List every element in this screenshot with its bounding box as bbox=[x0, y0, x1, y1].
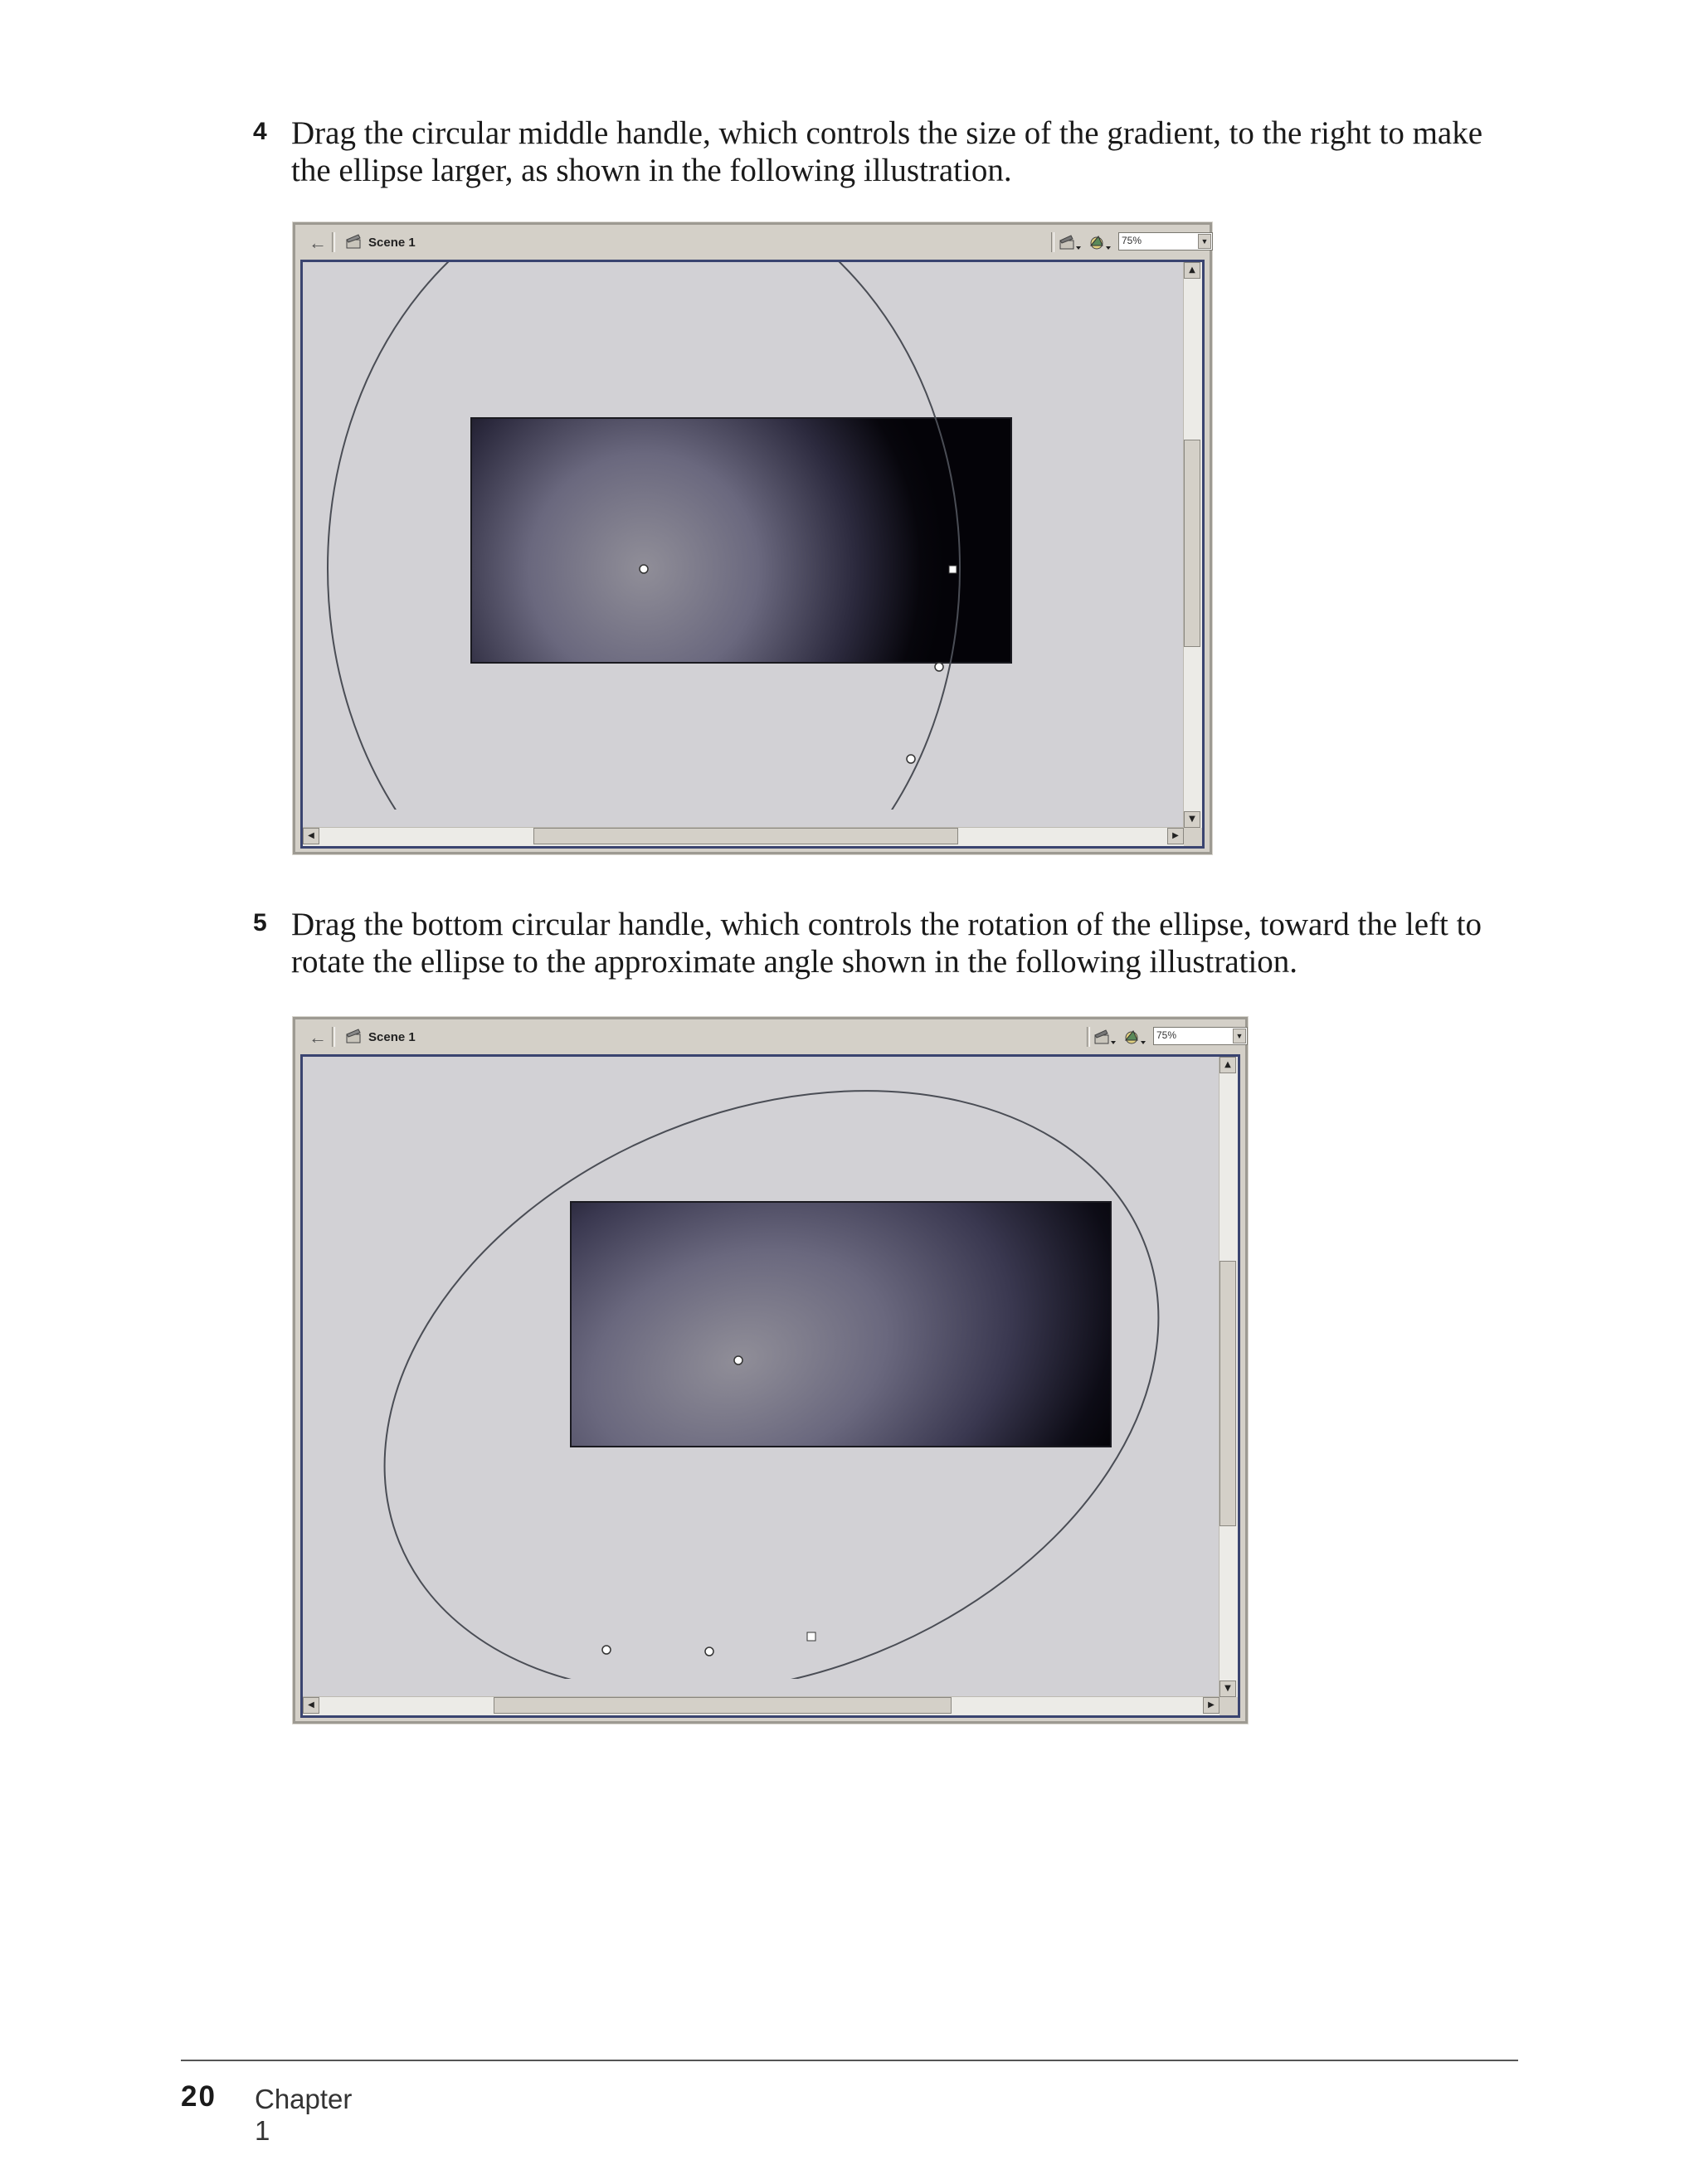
vertical-scroll-thumb[interactable] bbox=[1219, 1261, 1236, 1526]
center-point-handle[interactable] bbox=[640, 565, 648, 573]
gradient-rectangle[interactable] bbox=[571, 1202, 1111, 1447]
stage-canvas bbox=[303, 262, 1184, 810]
rotation-circle-handle[interactable] bbox=[602, 1646, 611, 1654]
scroll-up-icon[interactable]: ▲ bbox=[1219, 1057, 1236, 1073]
horizontal-scrollbar[interactable] bbox=[303, 827, 1184, 846]
horizontal-scrollbar[interactable] bbox=[303, 1696, 1219, 1715]
step-5 bbox=[253, 906, 1514, 989]
edit-symbol-icon[interactable] bbox=[1123, 1028, 1146, 1046]
scene-label[interactable]: Scene 1 bbox=[368, 1030, 416, 1044]
toolbar-separator bbox=[332, 1027, 335, 1047]
edit-scene-icon[interactable] bbox=[1093, 1028, 1117, 1046]
scroll-left-icon[interactable]: ◀ bbox=[303, 1697, 319, 1714]
edit-scene-icon[interactable] bbox=[1059, 233, 1082, 251]
size-circle-handle[interactable] bbox=[705, 1647, 713, 1656]
scroll-up-icon[interactable]: ▲ bbox=[1184, 262, 1200, 279]
toolbar-separator bbox=[1087, 1027, 1090, 1047]
width-square-handle[interactable] bbox=[949, 566, 957, 573]
toolbar-separator bbox=[332, 232, 335, 252]
back-arrow-icon[interactable]: ← bbox=[309, 1027, 327, 1048]
chevron-down-icon[interactable]: ▼ bbox=[1233, 1029, 1246, 1043]
edit-symbol-icon[interactable] bbox=[1088, 233, 1112, 251]
stage-area[interactable] bbox=[300, 1054, 1240, 1718]
scroll-right-icon[interactable]: ▶ bbox=[1167, 828, 1184, 844]
rotation-circle-handle[interactable] bbox=[907, 755, 915, 763]
zoom-value: 75% bbox=[1156, 1029, 1177, 1041]
resize-grip-icon[interactable] bbox=[1184, 828, 1202, 846]
step-4 bbox=[253, 114, 1514, 197]
zoom-select[interactable] bbox=[1153, 1027, 1248, 1045]
horizontal-scroll-thumb[interactable] bbox=[533, 828, 958, 844]
center-point-handle[interactable] bbox=[734, 1356, 742, 1364]
edit-bar bbox=[300, 229, 1209, 257]
step-number: 4 bbox=[253, 118, 267, 145]
stage-area[interactable] bbox=[300, 260, 1205, 849]
scene-clapper-icon bbox=[345, 233, 363, 250]
stage-canvas bbox=[303, 1057, 1219, 1679]
scroll-down-icon[interactable]: ▼ bbox=[1184, 811, 1200, 828]
scene-clapper-icon bbox=[345, 1028, 363, 1044]
width-square-handle[interactable] bbox=[807, 1632, 815, 1641]
scroll-down-icon[interactable]: ▼ bbox=[1219, 1681, 1236, 1697]
flash-stage-window-2 bbox=[293, 1017, 1248, 1724]
zoom-value: 75% bbox=[1122, 235, 1142, 246]
footer-rule bbox=[181, 2060, 1518, 2061]
gradient-rectangle[interactable] bbox=[471, 418, 1011, 663]
edit-bar bbox=[300, 1024, 1244, 1052]
chevron-down-icon[interactable]: ▼ bbox=[1198, 234, 1211, 249]
zoom-select[interactable] bbox=[1118, 232, 1213, 251]
step-instruction: Drag the circular middle handle, which controls the size of the gradient, to the right to make the ellipse larger, as shown in the following illustration. bbox=[291, 115, 1483, 188]
toolbar-separator bbox=[1051, 232, 1054, 252]
scene-label[interactable]: Scene 1 bbox=[368, 236, 416, 250]
back-arrow-icon[interactable]: ← bbox=[309, 232, 327, 253]
scroll-left-icon[interactable]: ◀ bbox=[303, 828, 319, 844]
horizontal-scroll-thumb[interactable] bbox=[494, 1697, 952, 1714]
resize-grip-icon[interactable] bbox=[1219, 1697, 1238, 1715]
vertical-scroll-thumb[interactable] bbox=[1184, 440, 1200, 647]
size-circle-handle[interactable] bbox=[935, 663, 943, 671]
chapter-label: Chapter 1 bbox=[255, 2084, 353, 2146]
step-instruction: Drag the bottom circular handle, which controls the rotation of the ellipse, toward the left to rotate the ellipse to the approximate angle shown in the following illustration. bbox=[291, 907, 1482, 980]
vertical-scrollbar[interactable] bbox=[1183, 262, 1202, 828]
flash-stage-window-1 bbox=[293, 222, 1212, 854]
step-number: 5 bbox=[253, 909, 267, 936]
scroll-right-icon[interactable]: ▶ bbox=[1203, 1697, 1219, 1714]
page-number: 20 bbox=[181, 2080, 217, 2113]
vertical-scrollbar[interactable] bbox=[1219, 1057, 1238, 1697]
